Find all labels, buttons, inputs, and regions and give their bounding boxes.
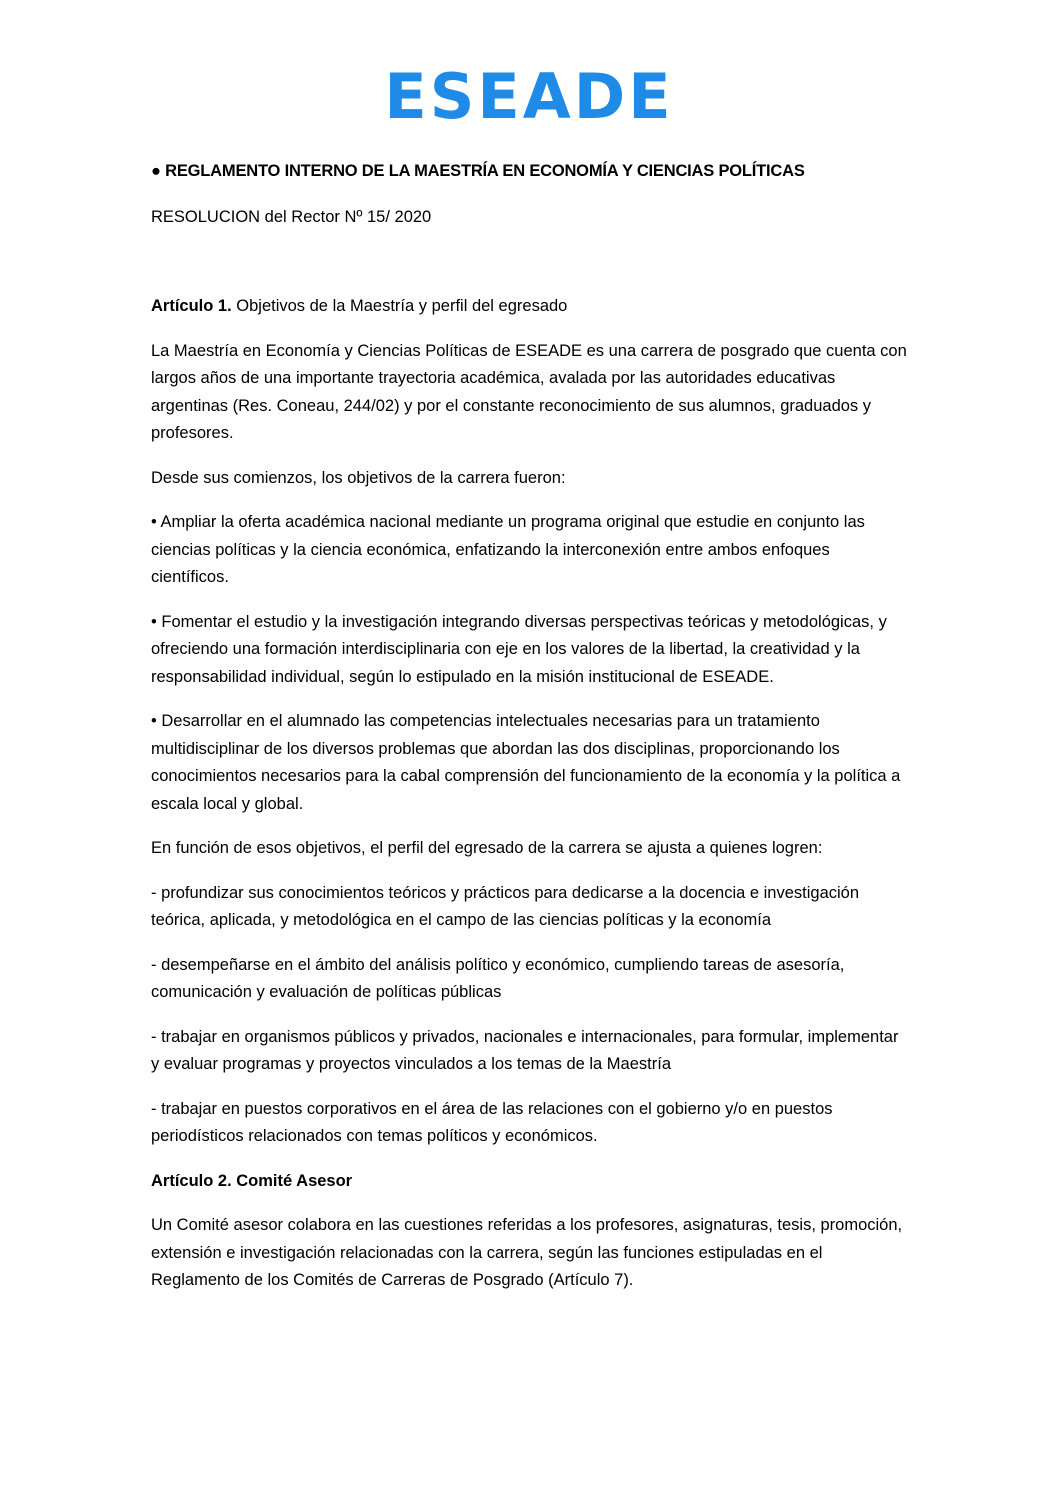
article-1-number: Artículo 1. — [151, 297, 232, 315]
objective-item: • Desarrollar en el alumnado las competencias intelectuales necesarias para un tratamiento multidisciplinar de los diversos problemas que abordan las dos disciplinas, proporcionando los conocimientos necesarios para la cabal comprensión del funcionamiento de la economía y la política a escala local y global. — [151, 712, 901, 813]
article-2-body: Un Comité asesor colabora en las cuestiones referidas a los profesores, asignaturas, tesis, promoción, extensión e investigación relacionadas con la carrera, según las funciones estipuladas en el Reglamento de los Comités de Carreras de Posgrado (Artículo 7). — [151, 1216, 903, 1289]
objectives-intro: Desde sus comienzos, los objetivos de la carrera fueron: — [151, 468, 566, 487]
article-2-heading: Artículo 2. Comité Asesor — [151, 1171, 353, 1190]
objective-item: • Fomentar el estudio y la investigación integrando diversas perspectivas teóricas y metodológicas, y ofreciendo una formación interdisciplinaria con eje en los valores de la libertad, la creatividad y la responsabilidad individual, según lo estipulado en la misión institucional de ESEADE. — [151, 612, 887, 686]
objective-item: • Ampliar la oferta académica nacional mediante un programa original que estudie en conjunto las ciencias políticas y la ciencia económica, enfatizando la interconexión entre ambos enfoques científicos. — [151, 513, 865, 586]
document-title: ● REGLAMENTO INTERNO DE LA MAESTRÍA EN ECONOMÍA Y CIENCIAS POLÍTICAS — [151, 162, 805, 180]
article-1-heading — [151, 293, 911, 321]
profile-item: - profundizar sus conocimientos teóricos y prácticos para dedicarse a la docencia e investigación teórica, aplicada, y metodológica en el campo de las ciencias políticas y la economía — [151, 883, 860, 929]
resolution-line: RESOLUCION del Rector Nº 15/ 2020 — [151, 207, 432, 226]
profile-item: - desempeñarse en el ámbito del análisis político y económico, cumpliendo tareas de asesoría, comunicación y evaluación de políticas públicas — [151, 955, 845, 1001]
profile-intro: En función de esos objetivos, el perfil del egresado de la carrera se ajusta a quienes logren: — [151, 839, 823, 857]
profile-item: - trabajar en organismos públicos y privados, nacionales e internacionales, para formular, implementar y evaluar programas y proyectos vinculados a los temas de la Maestría — [151, 1027, 899, 1073]
document-body — [151, 158, 911, 1295]
profile-item: - trabajar en puestos corporativos en el área de las relaciones con el gobierno y/o en puestos periodísticos relacionados con temas políticos y económicos. — [151, 1099, 833, 1145]
article-1-title: Objetivos de la Maestría y perfil del egresado — [231, 297, 568, 315]
eseade-logo: ESEADE — [384, 60, 674, 133]
article-1-intro: La Maestría en Economía y Ciencias Políticas de ESEADE es una carrera de posgrado que cuenta con largos años de una importante trayectoria académica, avalada por las autoridades educativas argentinas (Res. Coneau, 244/02) y por el constante reconocimiento de sus alumnos, graduados y profesores. — [151, 341, 907, 442]
